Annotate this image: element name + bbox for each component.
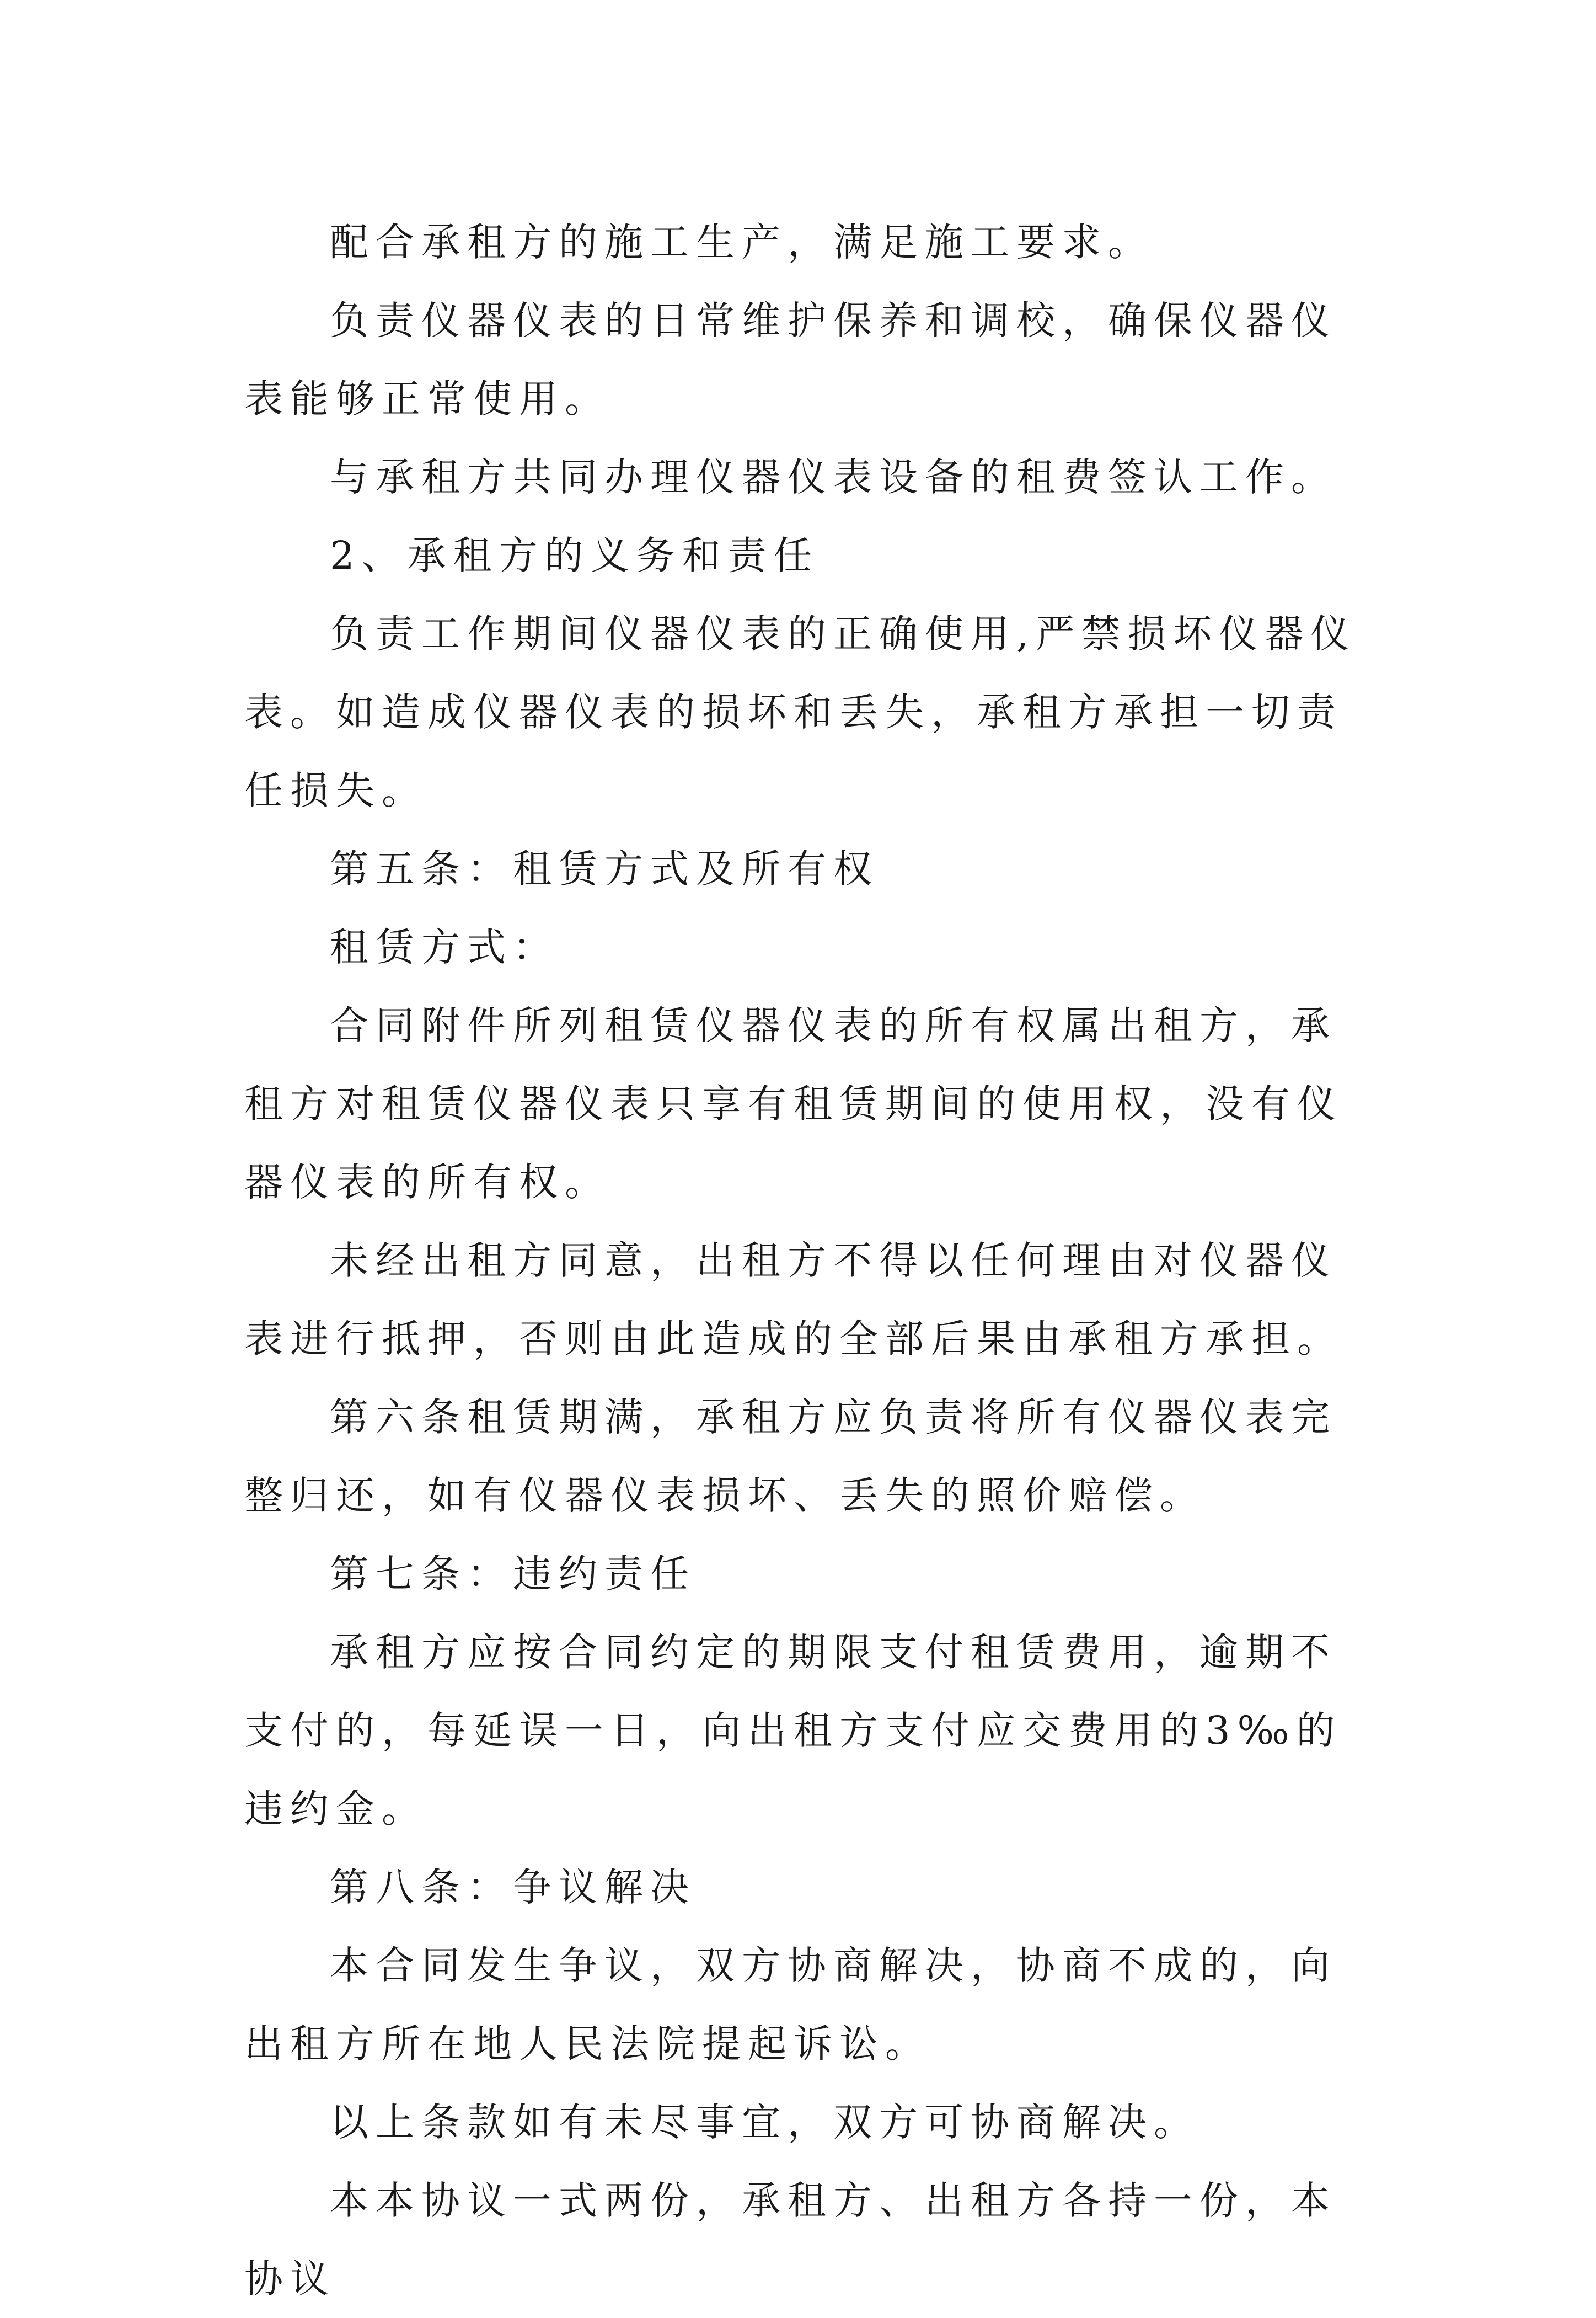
paragraph-article-6-return: 第六条租赁期满，承租方应负责将所有仪器仪表完整归还，如有仪器仪表损坏、丢失的照价赔偿。 [244,1395,1337,1518]
paragraph-copies: 本本协议一式两份，承租方、出租方各持一份，本协议 [244,2178,1337,2301]
paragraph-dispute-litigation: 本合同发生争议，双方协商解决，协商不成的，向出租方所在地人民法院提起诉讼。 [244,1943,1337,2066]
paragraph-lessor-cooperation: 配合承租方的施工生产，满足施工要求。 [330,220,1154,265]
paragraph-ownership: 合同附件所列租赁仪器仪表的所有权属出租方，承租方对租赁仪器仪表只享有租赁期间的使用权，没有仪器仪表的所有权。 [244,1003,1343,1205]
document-body [244,203,1369,2318]
paragraph-lessee-proper-use: 负责工作期间仪器仪表的正确使用,严禁损坏仪器仪表。如造成仪器仪表的损坏和丢失，承租方承担一切责任损失。 [244,611,1357,813]
paragraph-lessor-fee-signoff: 与承租方共同办理仪器仪表设备的租费签认工作。 [330,455,1337,500]
paragraph-unresolved-matters: 以上条款如有未尽事宜，双方可协商解决。 [330,2100,1199,2145]
heading-lessee-obligations: 2、承租方的义务和责任 [330,533,820,578]
heading-article-8: 第八条：争议解决 [330,1865,696,1910]
heading-lease-method: 租赁方式： [330,925,559,970]
heading-article-7: 第七条：违约责任 [330,1551,696,1596]
heading-article-5: 第五条：租赁方式及所有权 [330,846,879,891]
paragraph-late-payment-penalty: 承租方应按合同约定的期限支付租赁费用，逾期不支付的，每延误一日，向出租方支付应交费用的3‰的违约金。 [244,1630,1342,1831]
paragraph-no-mortgage: 未经出租方同意，出租方不得以任何理由对仪器仪表进行抵押，否则由此造成的全部后果由承租方承担。 [244,1238,1343,1361]
paragraph-lessor-maintenance: 负责仪器仪表的日常维护保养和调校，确保仪器仪表能够正常使用。 [244,298,1337,421]
